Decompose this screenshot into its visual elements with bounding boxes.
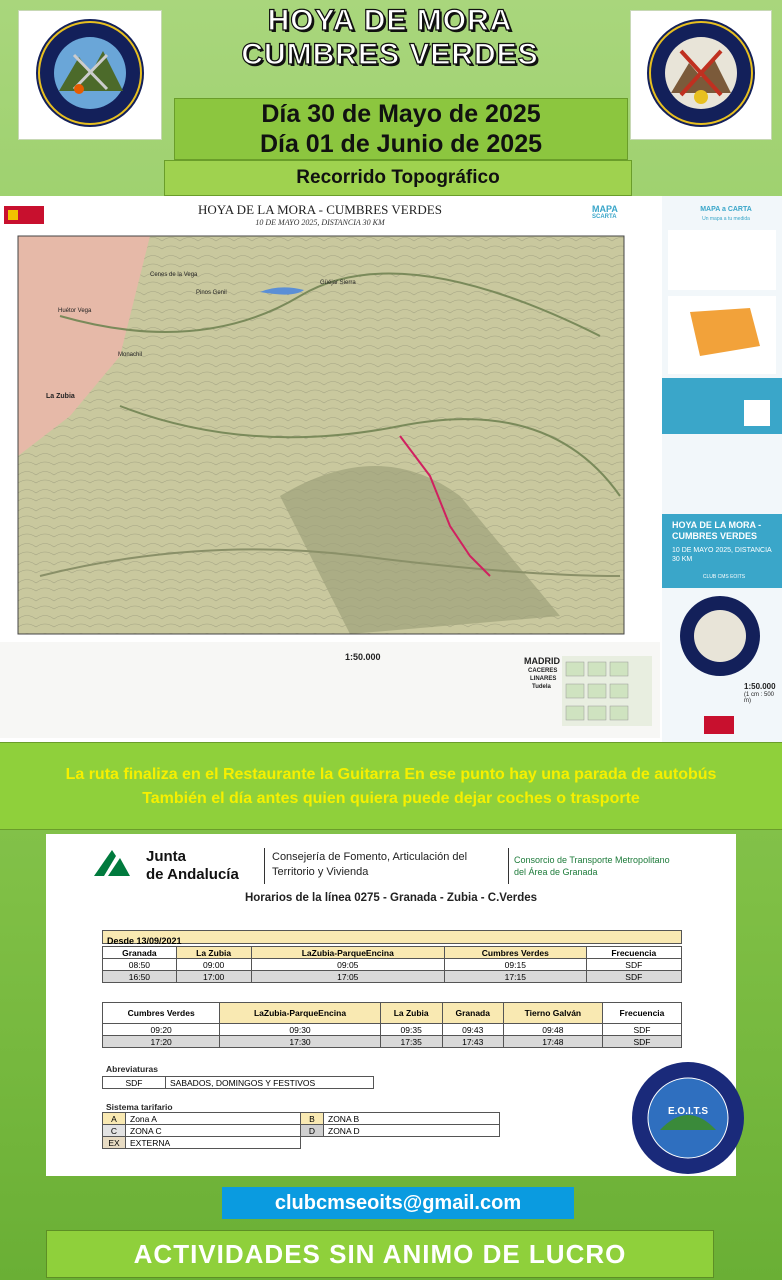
table-row bbox=[103, 971, 682, 983]
page-title bbox=[170, 4, 610, 72]
map-graphic bbox=[0, 196, 782, 742]
table-cell: 17:20 bbox=[103, 1036, 220, 1048]
table-header: Frecuencia bbox=[602, 1003, 681, 1024]
table-cell: SDF bbox=[602, 1036, 681, 1048]
consortium-name bbox=[514, 854, 670, 878]
table-header: La Zubia bbox=[176, 947, 251, 959]
map-scale: 1:50.000 bbox=[345, 652, 381, 662]
side-subtitle: 10 DE MAYO 2025, DISTANCIA 30 KM bbox=[672, 547, 772, 563]
table-row bbox=[103, 1036, 682, 1048]
table-cell: 17:05 bbox=[251, 971, 445, 983]
table-cell: 09:43 bbox=[442, 1024, 503, 1036]
tariff-table bbox=[102, 1112, 500, 1149]
timetable-return bbox=[102, 1002, 682, 1048]
school-seal bbox=[630, 1060, 746, 1176]
table-cell: 17:48 bbox=[503, 1036, 602, 1048]
topographic-map bbox=[0, 196, 782, 742]
legend-town-1: CACERES bbox=[528, 668, 558, 674]
school-seal-icon bbox=[630, 1060, 746, 1176]
abbreviations-table bbox=[102, 1076, 374, 1089]
table-header: Granada bbox=[103, 947, 177, 959]
table-header: La Zubia bbox=[380, 1003, 442, 1024]
table-cell: ZONA C bbox=[126, 1125, 301, 1137]
place-label-monachil: Monachil bbox=[118, 352, 143, 358]
table-row bbox=[103, 1113, 500, 1125]
table-cell: 09:35 bbox=[380, 1024, 442, 1036]
table-cell: ZONA B bbox=[324, 1113, 500, 1125]
table-header: Frecuencia bbox=[586, 947, 681, 959]
department-line-1: Consejería de Fomento, Articulación del bbox=[272, 851, 468, 863]
map-subtitle: 10 DE MAYO 2025, DISTANCIA 30 KM bbox=[255, 218, 385, 227]
table-cell: SDF bbox=[103, 1077, 166, 1089]
table-row bbox=[103, 1077, 374, 1089]
table-cell: EX bbox=[103, 1137, 126, 1149]
date-line-1: Día 30 de Mayo de 2025 bbox=[261, 100, 541, 128]
school-acronym: E.O.I.T.S bbox=[667, 1106, 708, 1117]
club-logo-left bbox=[18, 10, 162, 140]
table-cell: 08:50 bbox=[103, 959, 177, 971]
table-row bbox=[103, 1024, 682, 1036]
side-scale: 1:50.000 bbox=[744, 682, 776, 691]
table-cell: 16:50 bbox=[103, 971, 177, 983]
org-name-line-2: de Andalucía bbox=[146, 866, 239, 883]
legend-city: MADRID bbox=[524, 656, 560, 666]
club-logo-right bbox=[630, 10, 772, 140]
table-cell: A bbox=[103, 1113, 126, 1125]
place-label-huetor: Huétor Vega bbox=[58, 308, 92, 314]
table-header: Granada bbox=[442, 1003, 503, 1024]
header-divider bbox=[264, 848, 265, 884]
timetable-heading: Horarios de la línea 0275 - Granada - Zubia - C.Verdes bbox=[244, 892, 538, 904]
route-label: Recorrido Topográfico bbox=[164, 160, 632, 196]
side-title: HOYA DE LA MORA - CUMBRES VERDES bbox=[672, 520, 762, 541]
place-label-pinos: Pinos Genil bbox=[196, 290, 227, 296]
consortium-line-1: Consorcio de Transporte Metropolitano bbox=[514, 855, 670, 865]
table-cell: B bbox=[301, 1113, 324, 1125]
empty-cell bbox=[301, 1137, 324, 1149]
place-label-zubia: La Zubia bbox=[46, 393, 75, 400]
club-badge-icon bbox=[19, 11, 161, 139]
table-cell: 09:20 bbox=[103, 1024, 220, 1036]
department-line-2: Territorio y Vivienda bbox=[272, 866, 369, 878]
table-cell: 17:35 bbox=[380, 1036, 442, 1048]
table-cell: SDF bbox=[586, 959, 681, 971]
timetable-outbound bbox=[102, 946, 682, 983]
org-name-line-1: Junta bbox=[146, 848, 187, 865]
since-date: Desde 13/09/2021 bbox=[107, 936, 182, 946]
empty-cell bbox=[324, 1137, 500, 1149]
side-brand: MAPA a CARTA bbox=[700, 206, 752, 213]
table-cell: 17:43 bbox=[442, 1036, 503, 1048]
table-row bbox=[103, 959, 682, 971]
table-row bbox=[103, 1125, 500, 1137]
table-cell: 09:15 bbox=[445, 959, 587, 971]
table-cell: 09:48 bbox=[503, 1024, 602, 1036]
table-header: Tierno Galván bbox=[503, 1003, 602, 1024]
since-date-bar bbox=[102, 930, 682, 944]
place-label-cenes: Cenes de la Vega bbox=[150, 272, 198, 278]
table-cell: SDF bbox=[602, 1024, 681, 1036]
abbreviations-title: Abreviaturas bbox=[106, 1064, 158, 1074]
table-cell: 17:00 bbox=[176, 971, 251, 983]
table-header: LaZubia-ParqueEncina bbox=[251, 947, 445, 959]
table-cell: EXTERNA bbox=[126, 1137, 301, 1149]
table-cell: 17:15 bbox=[445, 971, 587, 983]
date-line-2: Día 01 de Junio de 2025 bbox=[259, 130, 543, 158]
org-name bbox=[146, 848, 239, 884]
table-cell: 09:00 bbox=[176, 959, 251, 971]
notice-line-2: También el día antes quien quiera puede dejar coches o trasporte bbox=[142, 790, 640, 807]
consortium-line-2: del Área de Granada bbox=[514, 867, 598, 877]
header-divider bbox=[508, 848, 509, 884]
legend-town-2: LINARES bbox=[530, 676, 557, 682]
side-scale-note: (1 cm : 500 m) bbox=[744, 692, 775, 704]
title-line-1: HOYA DE MORA bbox=[267, 4, 513, 37]
bus-timetable bbox=[46, 834, 736, 1176]
junta-andalucia-icon bbox=[90, 846, 134, 882]
notice-line-1: La ruta finaliza en el Restaurante la Guitarra En ese punto hay una parada de autobús bbox=[65, 766, 717, 783]
table-cell: C bbox=[103, 1125, 126, 1137]
table-row bbox=[103, 1137, 500, 1149]
route-notice bbox=[0, 742, 782, 830]
table-cell: Zona A bbox=[126, 1113, 301, 1125]
department-name bbox=[272, 850, 467, 880]
side-tagline: Un mapa a tu medida bbox=[702, 216, 750, 222]
map-brand-name: MAPA bbox=[592, 204, 618, 214]
title-line-2: CUMBRES VERDES bbox=[241, 38, 539, 71]
table-cell: SABADOS, DOMINGOS Y FESTIVOS bbox=[166, 1077, 374, 1089]
tariff-title: Sistema tarifario bbox=[106, 1102, 173, 1112]
table-cell: 09:30 bbox=[220, 1024, 380, 1036]
table-cell: 09:05 bbox=[251, 959, 445, 971]
table-cell: SDF bbox=[586, 971, 681, 983]
table-cell: D bbox=[301, 1125, 324, 1137]
map-brand bbox=[592, 204, 652, 220]
club-badge-icon bbox=[631, 11, 771, 139]
map-title: HOYA DE LA MORA - CUMBRES VERDES bbox=[198, 202, 442, 217]
table-cell: 17:30 bbox=[220, 1036, 380, 1048]
side-club: CLUB CMS EOITS bbox=[702, 574, 746, 580]
table-cell: ZONA D bbox=[324, 1125, 500, 1137]
event-dates bbox=[174, 98, 628, 160]
footer-banner: ACTIVIDADES SIN ANIMO DE LUCRO bbox=[46, 1230, 714, 1278]
place-label-guejar: Güéjar Sierra bbox=[320, 280, 356, 286]
table-header: Cumbres Verdes bbox=[103, 1003, 220, 1024]
contact-email[interactable]: clubcmseoits@gmail.com bbox=[222, 1187, 574, 1219]
table-header: Cumbres Verdes bbox=[445, 947, 587, 959]
map-brand-sub: SCARTA bbox=[592, 214, 617, 220]
table-header: LaZubia-ParqueEncina bbox=[220, 1003, 380, 1024]
legend-town-3: Tudela bbox=[532, 684, 551, 690]
